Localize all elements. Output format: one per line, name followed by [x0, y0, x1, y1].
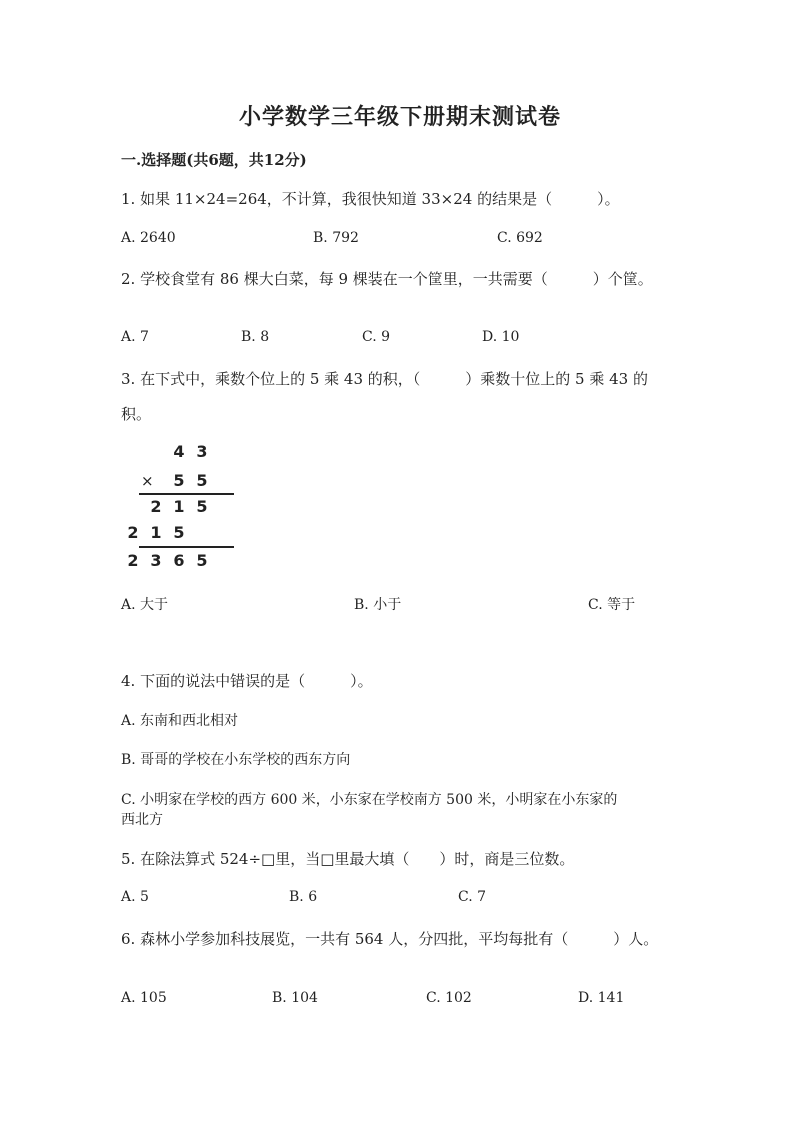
- q1-option-c: C. 692: [497, 230, 543, 246]
- question-3-line-1: 3. 在下式中，乘数个位上的 5 乘 43 的积，（ ）乘数十位上的 5 乘 43 的: [121, 370, 648, 388]
- q4-option-c-line-1: C. 小明家在学校的西方 600 米，小东家在学校南方 500 米，小明家在小东家的: [121, 792, 618, 808]
- q5-option-a: A. 5: [121, 889, 149, 905]
- section-heading: 一.选择题(共6题，共12分): [121, 151, 307, 169]
- calc-digit: 5: [173, 523, 185, 542]
- calc-digit: 3: [196, 442, 208, 461]
- q6-option-a: A. 105: [121, 990, 167, 1006]
- calc-digit: 6: [173, 551, 185, 570]
- q2-option-a: A. 7: [121, 329, 149, 345]
- calc-digit: 1: [150, 523, 162, 542]
- calc-digit: 2: [127, 523, 139, 542]
- q4-option-b: B. 哥哥的学校在小东学校的西东方向: [121, 752, 351, 768]
- q3-option-c: C. 等于: [588, 597, 636, 613]
- q5-option-c: C. 7: [458, 889, 487, 905]
- question-4: 4. 下面的说法中错误的是（ ）。: [121, 672, 373, 690]
- calc-divider-line: [139, 546, 234, 548]
- q2-option-c: C. 9: [362, 329, 391, 345]
- q1-option-b: B. 792: [313, 230, 359, 246]
- calc-digit: 2: [127, 551, 139, 570]
- calc-digit: 4: [173, 442, 185, 461]
- calc-digit: 5: [196, 497, 208, 516]
- calc-digit: 5: [196, 551, 208, 570]
- calc-digit: 5: [173, 471, 185, 490]
- calc-divider-line: [139, 493, 234, 495]
- calc-digit: 1: [173, 497, 185, 516]
- q5-option-b: B. 6: [289, 889, 318, 905]
- q3-option-b: B. 小于: [354, 597, 402, 613]
- calc-digit: 3: [150, 551, 162, 570]
- q1-option-a: A. 2640: [121, 230, 176, 246]
- q2-option-b: B. 8: [241, 329, 270, 345]
- q4-option-a: A. 东南和西北相对: [121, 713, 239, 729]
- question-5: 5. 在除法算式 524÷□里，当□里最大填（ ）时，商是三位数。: [121, 850, 575, 868]
- page-title: 小学数学三年级下册期末测试卷: [238, 104, 561, 130]
- calc-digit: 5: [196, 471, 208, 490]
- q2-option-d: D. 10: [482, 329, 520, 345]
- q3-option-a: A. 大于: [121, 597, 169, 613]
- q6-option-b: B. 104: [272, 990, 318, 1006]
- question-6: 6. 森林小学参加科技展览，一共有 564 人，分四批，平均每批有（ ）人。: [121, 930, 659, 948]
- calc-digit: 2: [150, 497, 162, 516]
- question-2: 2. 学校食堂有 86 棵大白菜，每 9 棵装在一个筐里，一共需要（ ）个筐。: [121, 270, 653, 288]
- q4-option-c-line-2: 西北方: [121, 812, 163, 828]
- q6-option-d: D. 141: [578, 990, 625, 1006]
- question-3-line-2: 积。: [121, 405, 152, 423]
- multiply-sign: ×: [141, 472, 154, 490]
- multiplication-calculation: [127, 438, 237, 578]
- q6-option-c: C. 102: [426, 990, 472, 1006]
- question-1: 1. 如果 11×24=264，不计算，我很快知道 33×24 的结果是（ ）。: [121, 190, 620, 208]
